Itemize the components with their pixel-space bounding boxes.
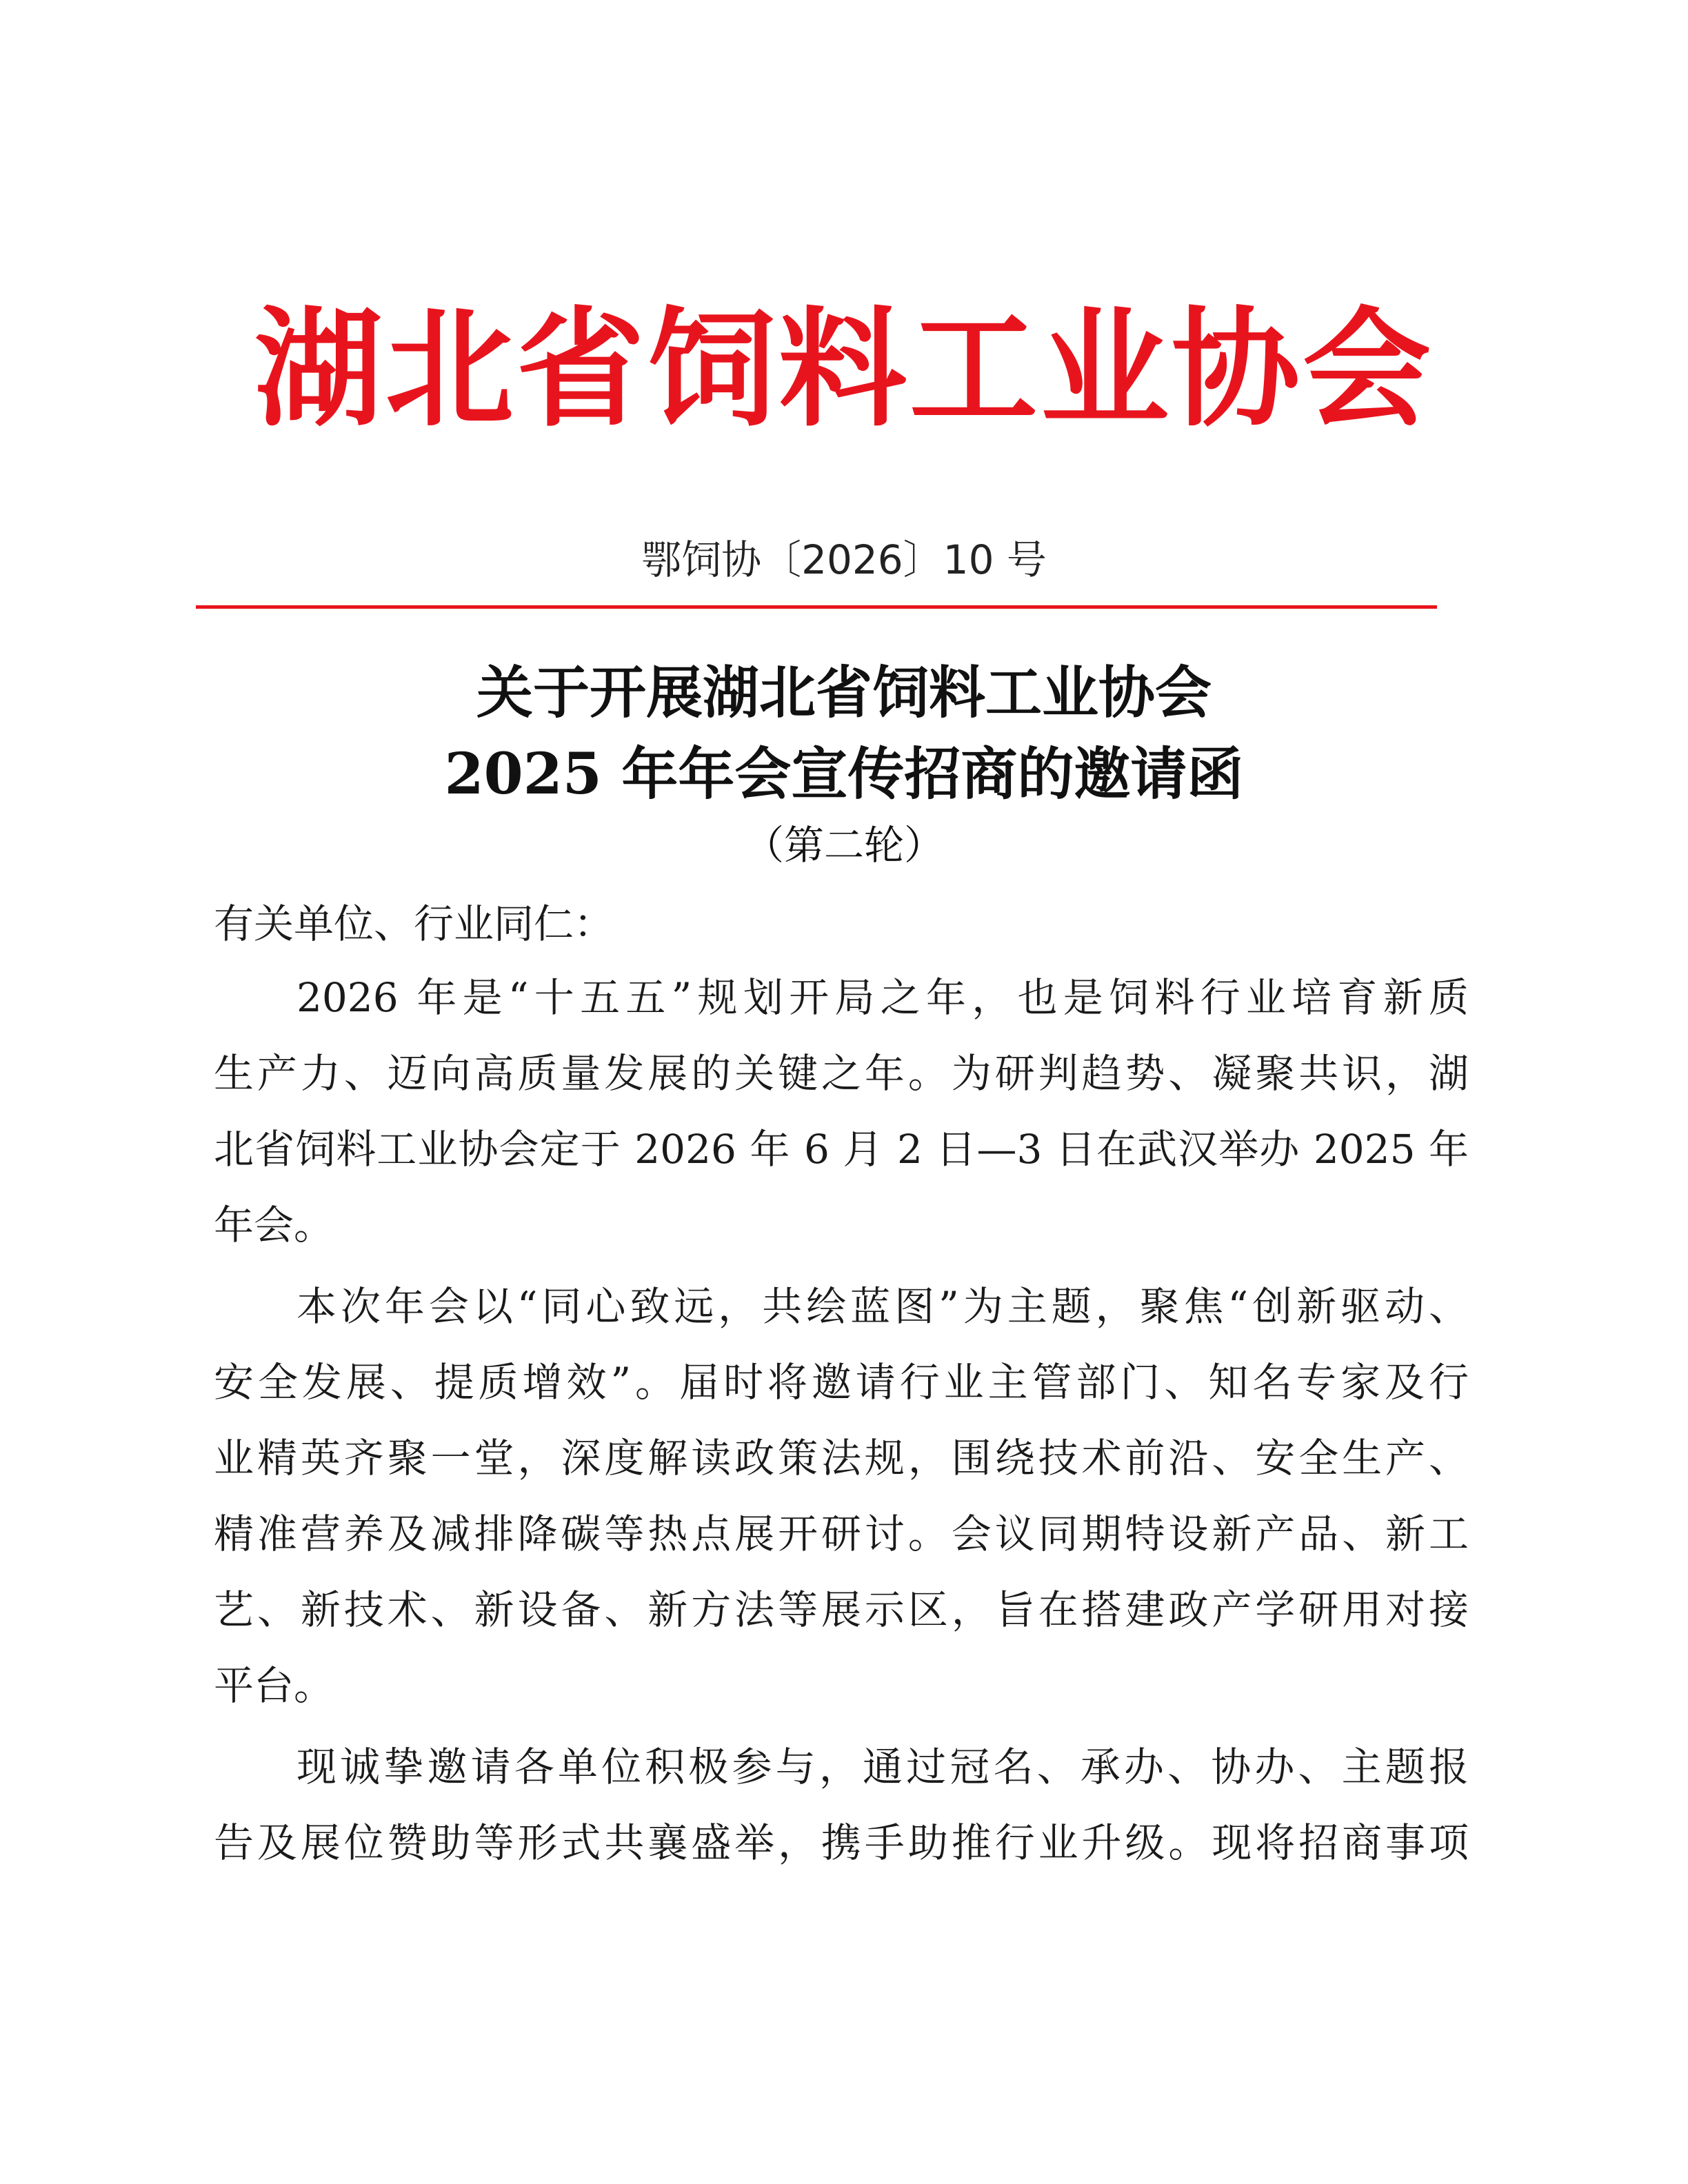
org-name-header: 湖北省饲料工业协会	[254, 293, 1434, 444]
paragraph-2-line-4: 精准营养及减排降碳等热点展开研讨。会议同期特设新产品、新工	[214, 1510, 1469, 1557]
document-subtitle: （第二轮）	[743, 822, 944, 869]
paragraph-2-line-6: 平台。	[214, 1662, 334, 1709]
paragraph-2-line-3: 业精英齐聚一堂，深度解读政策法规，围绕技术前沿、安全生产、	[214, 1435, 1469, 1482]
paragraph-1-line-1: 2026 年是“十五五”规划开局之年，也是饲料行业培育新质	[297, 974, 1469, 1021]
red-divider-line	[196, 605, 1437, 609]
paragraph-1-line-4: 年会。	[214, 1202, 334, 1248]
paragraph-3-line-2: 告及展位赞助等形式共襄盛举，携手助推行业升级。现将招商事项	[214, 1819, 1469, 1866]
paragraph-1-line-2: 生产力、迈向高质量发展的关键之年。为研判趋势、凝聚共识，湖	[214, 1050, 1469, 1097]
paragraph-2-line-2: 安全发展、提质增效”。届时将邀请行业主管部门、知名专家及行	[214, 1359, 1469, 1406]
paragraph-2-line-5: 艺、新技术、新设备、新方法等展示区，旨在搭建政产学研用对接	[214, 1586, 1469, 1633]
document-title-line-2: 2025 年年会宣传招商的邀请函	[444, 741, 1244, 807]
paragraph-2-line-1: 本次年会以“同心致远，共绘蓝图”为主题，聚焦“创新驱动、	[297, 1283, 1469, 1330]
document-number: 鄂饲协〔2026〕10 号	[641, 536, 1047, 583]
paragraph-1-line-3: 北省饲料工业协会定于 2026 年 6 月 2 日—3 日在武汉举办 2025 年	[214, 1126, 1469, 1173]
salutation: 有关单位、行业同仁：	[214, 900, 614, 947]
document-title-line-1: 关于开展湖北省饲料工业协会	[476, 660, 1212, 726]
paragraph-3-line-1: 现诚挚邀请各单位积极参与，通过冠名、承办、协办、主题报	[297, 1743, 1469, 1790]
